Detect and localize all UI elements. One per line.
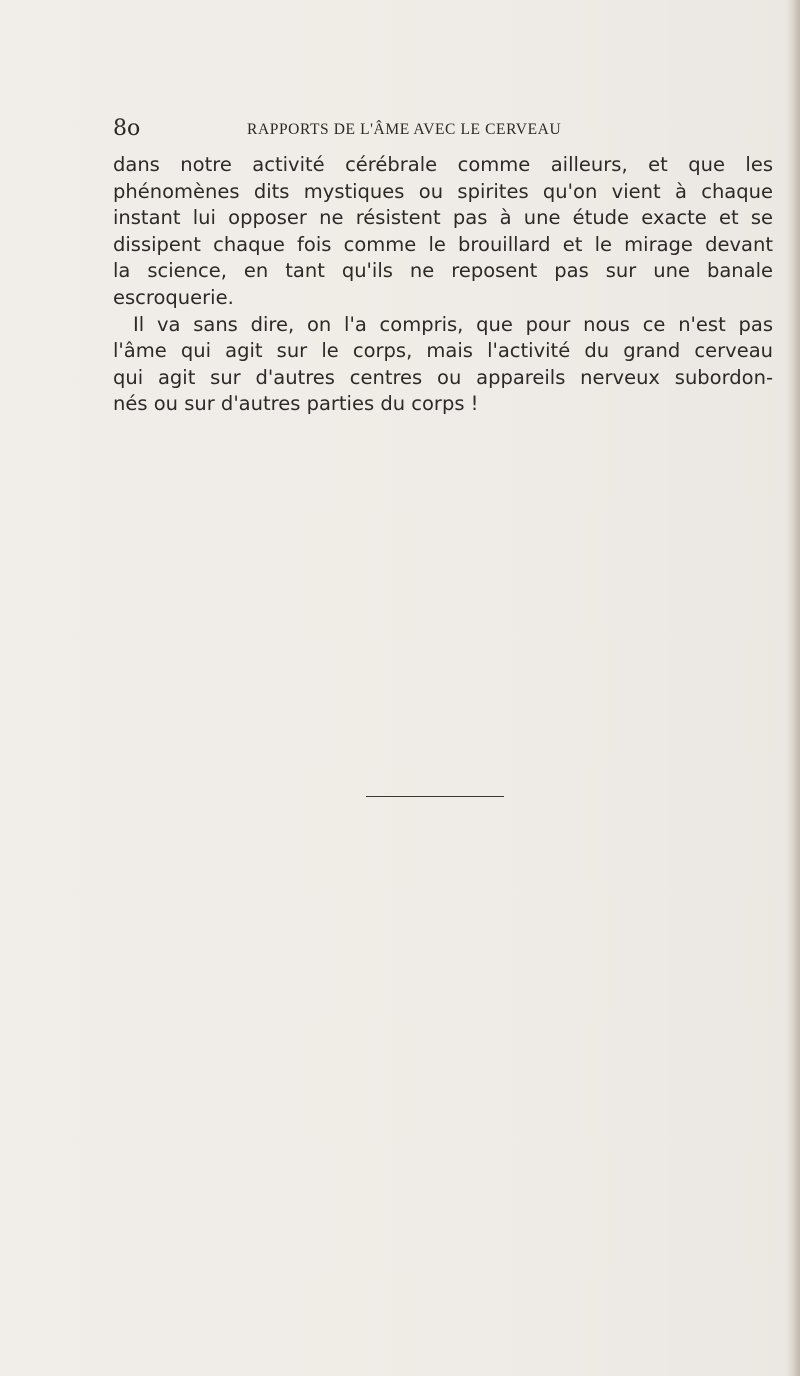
running-head-title: RAPPORTS DE L'ÂME AVEC LE CERVEAU <box>247 121 562 138</box>
text-line: dans notre activité cérébrale comme ailleurs, et que les <box>113 153 773 176</box>
body-text <box>113 152 773 418</box>
paragraph-first-line: Il va sans dire, on l'a compris, que pour nous ce n'est pas <box>133 312 773 336</box>
text-line: phénomènes dits mystiques ou spirites qu'on vient à chaque <box>113 179 773 203</box>
text-line: qui agit sur d'autres centres ou appareils nerveux subordon- <box>113 365 773 389</box>
page-edge-shadow <box>786 0 800 1376</box>
text-line: nés ou sur d'autres parties du corps ! <box>113 392 479 416</box>
text-line: instant lui opposer ne résistent pas à une étude exacte et se <box>113 206 773 230</box>
chapter-end-rule <box>366 796 504 797</box>
text-line: escroquerie. <box>113 285 234 309</box>
page-number: 8o <box>113 116 141 141</box>
running-head <box>113 116 633 146</box>
text-line: dissipent chaque fois comme le brouillard et le mirage devant <box>113 232 773 256</box>
text-line: l'âme qui agit sur le corps, mais l'activité du grand cerveau <box>113 339 773 363</box>
text-line: la science, en tant qu'ils ne reposent pas sur une banale <box>113 259 773 283</box>
